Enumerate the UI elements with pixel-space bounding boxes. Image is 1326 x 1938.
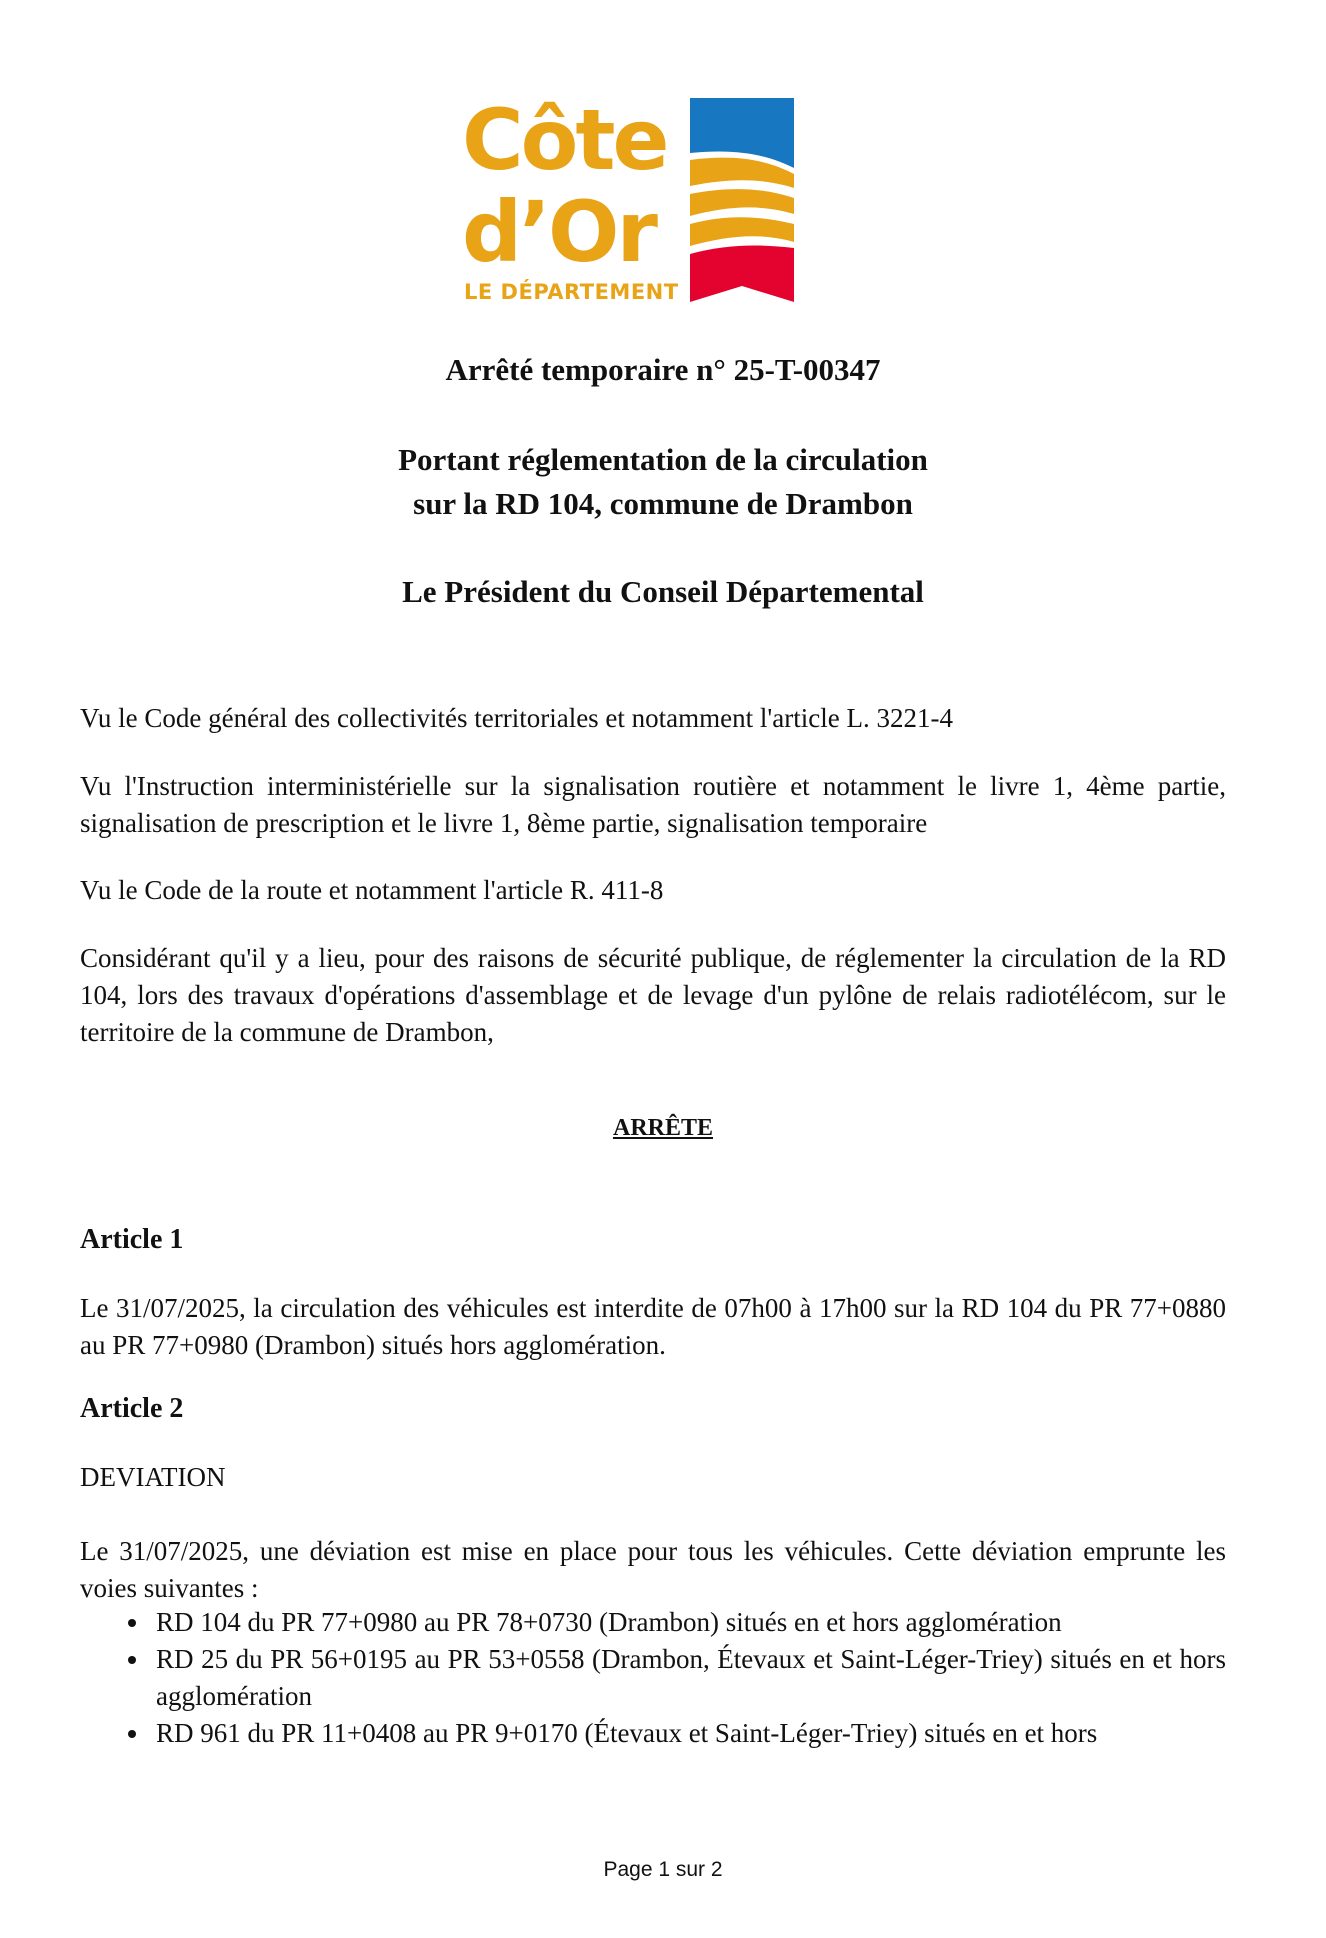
visa-paragraph: Vu le Code général des collectivités territoriales et notamment l'article L. 3221-4 <box>80 703 953 733</box>
deviation-route-list <box>80 1604 1226 1752</box>
cote-dor-logo <box>462 91 802 304</box>
logo-subtitle: LE DÉPARTEMENT <box>464 280 679 304</box>
article-1-text: Le 31/07/2025, la circulation des véhicules est interdite de 07h00 à 17h00 sur la RD 104 du PR 77+0880 au PR 77+0980 (Drambon) situés hors agglomération. <box>80 1293 1226 1360</box>
decree-title: Arrêté temporaire n° 25-T-00347 <box>445 352 881 387</box>
decree-subject-line2: sur la RD 104, commune de Drambon <box>413 486 913 521</box>
list-item <box>80 1715 1226 1752</box>
decision-heading: ARRÊTE <box>612 1115 714 1141</box>
decree-authority: Le Président du Conseil Départemental <box>402 574 924 609</box>
bullet-icon <box>128 1656 136 1664</box>
bullet-icon <box>128 1730 136 1738</box>
article-2-title: Article 2 <box>80 1393 184 1424</box>
article-2-heading: DEVIATION <box>80 1462 226 1492</box>
list-item-text: RD 961 du PR 11+0408 au PR 9+0170 (Étevaux et Saint-Léger-Triey) situés en et hors <box>156 1718 1098 1748</box>
logo-flag-icon <box>690 98 794 302</box>
article-2-intro: Le 31/07/2025, une déviation est mise en place pour tous les véhicules. Cette déviation emprunte les voies suivantes : <box>80 1536 1226 1603</box>
visa-paragraph: Vu le Code de la route et notamment l'article R. 411-8 <box>80 875 664 905</box>
logo-word-line1: Côte <box>462 91 667 189</box>
article-1-title: Article 1 <box>80 1224 184 1255</box>
page-number: Page 1 sur 2 <box>603 1858 723 1881</box>
visa-paragraph: Vu l'Instruction interministérielle sur la signalisation routière et notamment le livre 1, 4ème partie, signalisation de prescription et le livre 1, 8ème partie, signalisation temporaire <box>80 771 1226 838</box>
considering-paragraph: Considérant qu'il y a lieu, pour des raisons de sécurité publique, de réglementer la circulation de la RD 104, lors des travaux d'opérations d'assemblage et de levage d'un pylône de relais radiotélécom, sur le territoire de la commune de Drambon, <box>80 943 1226 1047</box>
list-item <box>80 1641 1226 1715</box>
list-item-text: RD 104 du PR 77+0980 au PR 78+0730 (Drambon) situés en et hors agglomération <box>156 1607 1062 1637</box>
list-item <box>80 1604 1226 1641</box>
decree-subject <box>0 438 1326 526</box>
decree-subject-line1: Portant réglementation de la circulation <box>398 442 928 477</box>
list-item-text: RD 25 du PR 56+0195 au PR 53+0558 (Drambon, Étevaux et Saint-Léger-Triey) situés en et hors agglomération <box>156 1644 1226 1711</box>
bullet-icon <box>128 1619 136 1627</box>
logo-word-line2: d’Or <box>462 183 655 281</box>
